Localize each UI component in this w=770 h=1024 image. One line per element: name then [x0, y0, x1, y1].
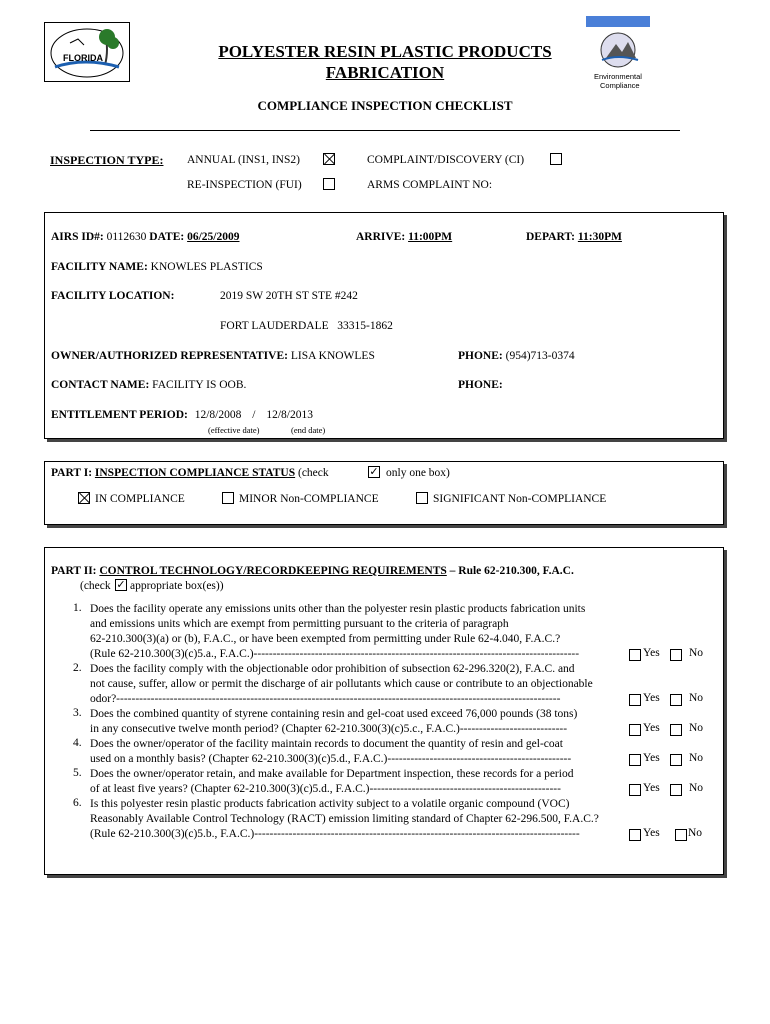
airs-label: AIRS ID#: — [51, 231, 104, 243]
part2-prefix: PART II: — [51, 565, 97, 577]
part2-title-main: CONTROL TECHNOLOGY/RECORDKEEPING REQUIREMENTS — [99, 565, 447, 577]
question-line: Does the facility comply with the objectionable odor prohibition of subsection 62-296.320(2), F.A.C. and — [90, 663, 575, 675]
part1-check-pre: (check — [298, 467, 329, 479]
part1-title — [51, 467, 329, 479]
entitlement — [51, 409, 313, 421]
question-number: 3. — [73, 707, 82, 719]
yes-checkbox[interactable] — [629, 649, 641, 661]
florida-dep-logo — [44, 22, 130, 82]
facility-location-line2: FORT LAUDERDALE 33315-1862 — [220, 320, 393, 332]
yes-checkbox[interactable] — [629, 754, 641, 766]
part1-check-post: only one box) — [386, 467, 450, 479]
document-title-line1: POLYESTER RESIN PLASTIC PRODUCTS — [218, 42, 552, 61]
contact-value: FACILITY IS OOB. — [152, 379, 247, 391]
question-text — [90, 602, 650, 662]
no-label: No — [689, 782, 704, 794]
document-subtitle: COMPLIANCE INSPECTION CHECKLIST — [257, 98, 513, 113]
facility-name-value: KNOWLES PLASTICS — [150, 261, 263, 273]
facility-location-label: FACILITY LOCATION: — [51, 290, 175, 302]
arms-complaint-label: ARMS COMPLAINT NO: — [367, 179, 493, 191]
phone-value: (954)713-0374 — [505, 350, 575, 362]
question-line: (Rule 62-210.300(3)(c)5.b., F.A.C.)------------------------------------------------------------------------------------- — [90, 828, 580, 840]
date-value: 06/25/2009 — [187, 231, 240, 243]
yes-checkbox[interactable] — [629, 724, 641, 736]
effective-date-caption: (effective date) — [208, 425, 260, 435]
in-compliance-label: IN COMPLIANCE — [95, 493, 185, 505]
no-checkbox[interactable] — [670, 784, 682, 796]
entitlement-sep: / — [252, 409, 256, 421]
yes-checkbox[interactable] — [629, 784, 641, 796]
question-line: Reasonably Available Control Technology (RACT) emission limiting standard of Chapter 62-296.500, F.A.C.? — [90, 813, 599, 825]
yes-label: Yes — [643, 782, 660, 794]
owner-label: OWNER/AUTHORIZED REPRESENTATIVE: — [51, 350, 288, 362]
phone2-label: PHONE: — [458, 379, 503, 391]
entitlement-end: 12/8/2013 — [266, 409, 313, 421]
question-line: odor?-------------------------------------------------------------------------------------------------------------------- — [90, 693, 561, 705]
depart-label: DEPART: — [526, 231, 575, 243]
contact-label: CONTACT NAME: — [51, 379, 150, 391]
question-line: and emissions units which are exempt from permitting pursuant to the criteria of paragraph — [90, 618, 509, 630]
document-title-line2: FABRICATION — [325, 63, 445, 82]
part1-title-main: INSPECTION COMPLIANCE STATUS — [94, 467, 296, 479]
header-divider — [90, 130, 680, 131]
part2-check-icon: ✓ — [116, 579, 126, 591]
phone — [458, 350, 575, 362]
question-line: Does the combined quantity of styrene containing resin and gel-coat used exceed 76,000 pounds (38 tons) — [90, 708, 578, 720]
question-number: 6. — [73, 797, 82, 809]
minor-noncompliance-checkbox[interactable] — [222, 492, 234, 504]
yes-checkbox[interactable] — [629, 694, 641, 706]
no-label: No — [689, 722, 704, 734]
question-line: 62-210.300(3)(a) or (b), F.A.C., or have been exempted from permitting under Rule 62-4.040, F.A.C.? — [90, 633, 561, 645]
question-text — [90, 662, 650, 707]
contact — [51, 379, 246, 391]
question-number: 2. — [73, 662, 82, 674]
question-text — [90, 797, 650, 842]
question-line: (Rule 62-210.300(3)(c)5.a., F.A.C.)------------------------------------------------------------------------------------- — [90, 648, 580, 660]
arrive-value: 11:00PM — [408, 231, 453, 243]
yes-label: Yes — [643, 692, 660, 704]
env-logo-text-1: Environmental — [594, 72, 642, 81]
no-label: No — [688, 827, 703, 839]
facility-name-label: FACILITY NAME: — [51, 261, 148, 273]
question-number: 5. — [73, 767, 82, 779]
annual-label: ANNUAL (INS1, INS2) — [187, 154, 300, 166]
reinspection-checkbox[interactable] — [323, 178, 335, 190]
significant-noncompliance-label: SIGNIFICANT Non-COMPLIANCE — [433, 493, 607, 505]
question-line: Does the owner/operator of the facility maintain records to document the quantity of resin and gel-coat — [90, 738, 563, 750]
yes-label: Yes — [643, 647, 660, 659]
facility-name — [51, 261, 263, 273]
annual-checkbox[interactable] — [323, 153, 335, 165]
no-label: No — [689, 647, 704, 659]
question-text — [90, 707, 650, 737]
question-number: 4. — [73, 737, 82, 749]
question-line: Is this polyester resin plastic products fabrication activity subject to a volatile organic compound (VOC) — [90, 798, 570, 810]
yes-label: Yes — [643, 752, 660, 764]
question-line: of at least five years? (Chapter 62-210.300(3)(c)5.d., F.A.C.)-------------------------------------------------- — [90, 783, 561, 795]
depart-value: 11:30PM — [577, 231, 622, 243]
header-accent-bar — [586, 16, 650, 27]
yes-checkbox[interactable] — [629, 829, 641, 841]
env-logo-text-2: Compliance — [600, 81, 640, 90]
entitlement-start: 12/8/2008 — [194, 409, 242, 421]
no-label: No — [689, 752, 704, 764]
in-compliance-checkbox[interactable] — [78, 492, 90, 504]
question-line: not cause, suffer, allow or permit the discharge of air pollutants which cause or contribute to an objectionable — [90, 678, 593, 690]
question-line: Does the facility operate any emissions units other than the polyester resin plastic products fabrication units — [90, 603, 586, 615]
question-text — [90, 737, 650, 767]
part1-prefix: PART I: — [51, 467, 93, 479]
yes-label: Yes — [643, 722, 660, 734]
arrive-label: ARRIVE: — [356, 231, 406, 243]
no-checkbox[interactable] — [670, 754, 682, 766]
florida-logo-text: FLORIDA — [63, 53, 103, 63]
owner-value: LISA KNOWLES — [290, 350, 375, 362]
question-line: Does the owner/operator retain, and make available for Department inspection, these records for a period — [90, 768, 574, 780]
question-number: 1. — [73, 602, 82, 614]
complaint-label: COMPLAINT/DISCOVERY (CI) — [367, 154, 525, 166]
question-text — [90, 767, 650, 797]
no-checkbox[interactable] — [670, 649, 682, 661]
entitlement-label: ENTITLEMENT PERIOD: — [51, 409, 188, 421]
significant-noncompliance-checkbox[interactable] — [416, 492, 428, 504]
facility-location-line1: 2019 SW 20TH ST STE #242 — [220, 290, 358, 302]
no-checkbox[interactable] — [675, 829, 687, 841]
no-label: No — [689, 692, 704, 704]
arrive — [356, 231, 452, 243]
no-checkbox[interactable] — [670, 724, 682, 736]
end-date-caption: (end date) — [291, 425, 326, 435]
no-checkbox[interactable] — [670, 694, 682, 706]
part1-check-icon: ✓ — [369, 466, 379, 478]
airs-value: 0112630 — [106, 231, 147, 243]
question-line: used on a monthly basis? (Chapter 62-210.300(3)(c)5.d., F.A.C.)------------------------------------------------ — [90, 753, 572, 765]
question-line: in any consecutive twelve month period? (Chapter 62-210.300(3)(c)5.c., F.A.C.)---------------------------- — [90, 723, 568, 735]
minor-noncompliance-label: MINOR Non-COMPLIANCE — [239, 493, 379, 505]
part2-check-pre: (check — [80, 580, 111, 592]
owner — [51, 350, 375, 362]
phone-label: PHONE: — [458, 350, 503, 362]
part2-check-post: appropriate box(es)) — [130, 580, 224, 592]
airs-id — [51, 231, 240, 243]
date-label: DATE: — [149, 231, 185, 243]
yes-label: Yes — [643, 827, 660, 839]
complaint-checkbox[interactable] — [550, 153, 562, 165]
inspection-type-label: INSPECTION TYPE: — [50, 153, 164, 167]
depart — [526, 231, 622, 243]
part2-title — [51, 565, 574, 577]
part2-title-rule: – Rule 62-210.300, F.A.C. — [449, 565, 574, 577]
reinspection-label: RE-INSPECTION (FUI) — [187, 179, 302, 191]
